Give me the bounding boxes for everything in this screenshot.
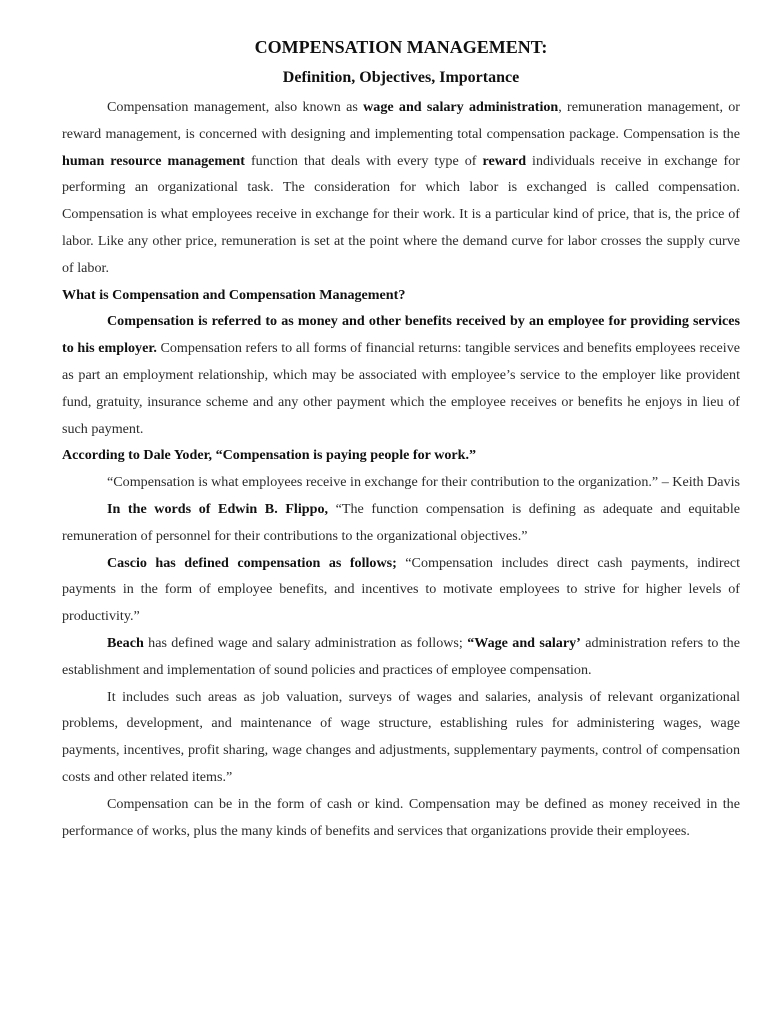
- bold-term-hrm: human resource management: [62, 152, 245, 169]
- paragraph-cash-or-kind: Compensation can be in the form of cash or kind. Compensation may be defined as money received in the performance of works, plus the many kinds of benefits and services that organizations provide their employees.: [62, 795, 740, 839]
- bold-term-wage-salary-administration: wage and salary administration: [363, 99, 559, 115]
- document-page: [62, 36, 740, 844]
- quote-heading-dale-yoder: According to Dale Yoder, “Compensation is paying people for work.”: [62, 447, 477, 464]
- text-run: Compensation management, also known as: [107, 99, 364, 115]
- paragraph-cascio-quote: [62, 550, 740, 630]
- section-heading-what-is-compensation: What is Compensation and Compensation Management?: [62, 286, 406, 303]
- text-run: function that deals with every type of: [244, 152, 483, 169]
- text-run: “Compensation includes direct cash payments, indirect payments in the form of employee benefits, and incentives to motivate employees to strive for higher levels of productivity.”: [62, 554, 741, 625]
- paragraph-flippo-quote: [62, 496, 740, 550]
- paragraph-keith-davis-quote: “Compensation is what employees receive in exchange for their contribution to the organization.” – Keith Davis: [107, 474, 740, 491]
- text-run: has defined wage and salary administration as follows;: [143, 634, 468, 651]
- text-run: “The function compensation is defining as adequate and equitable remuneration of personnel for their contributions to the organizational objectives.”: [62, 500, 740, 544]
- document-title: COMPENSATION MANAGEMENT:: [254, 37, 548, 57]
- text-run: , remuneration management, or reward management, is concerned with designing and implementing total compensation package. Compensation is the: [62, 99, 741, 142]
- paragraph-beach-quote: [62, 630, 740, 684]
- text-run: administration refers to the establishment and implementation of sound policies and practices of employee compensation.: [62, 634, 740, 678]
- document-subtitle: Definition, Objectives, Importance: [282, 69, 520, 86]
- bold-attribution-beach: Beach: [107, 634, 144, 651]
- text-run: individuals receive in exchange for performing an organizational task. The consideration for which labor is exchanged is called compensation. Compensation is what employees receive in exchange for their work. It is a particular kind of price, that is, the price of labor. Like any other price, remuneration is set at the point where the demand curve for labor crosses the supply curve of labor.: [62, 152, 740, 276]
- bold-attribution-cascio: Cascio has defined compensation as follows;: [107, 554, 397, 571]
- bold-attribution-flippo: In the words of Edwin B. Flippo,: [107, 500, 329, 517]
- paragraph-intro: [62, 94, 740, 282]
- paragraph-definition: [62, 308, 740, 442]
- bold-definition: Compensation is referred to as money and other benefits received by an employee for providing services to his employer.: [62, 313, 740, 357]
- paragraph-includes-areas: It includes such areas as job valuation, surveys of wages and salaries, analysis of relevant organizational problems, development, and maintenance of wage structure, establishing rules for administering wages, wage payments, incentives, profit sharing, wage changes and adjustments, supplementary payments, control of compensation costs and other related items.”: [62, 688, 740, 785]
- text-run: Compensation refers to all forms of financial returns: tangible services and benefits employees receive as part an employment relationship, which may be associated with employee’s service to the employer like provident fund, gratuity, insurance scheme and any other payment which the employee receives or benefits he enjoys in lieu of such payment.: [62, 340, 740, 437]
- bold-term-wage-and-salary: “Wage and salary’: [467, 634, 581, 651]
- bold-term-reward: reward: [482, 152, 527, 169]
